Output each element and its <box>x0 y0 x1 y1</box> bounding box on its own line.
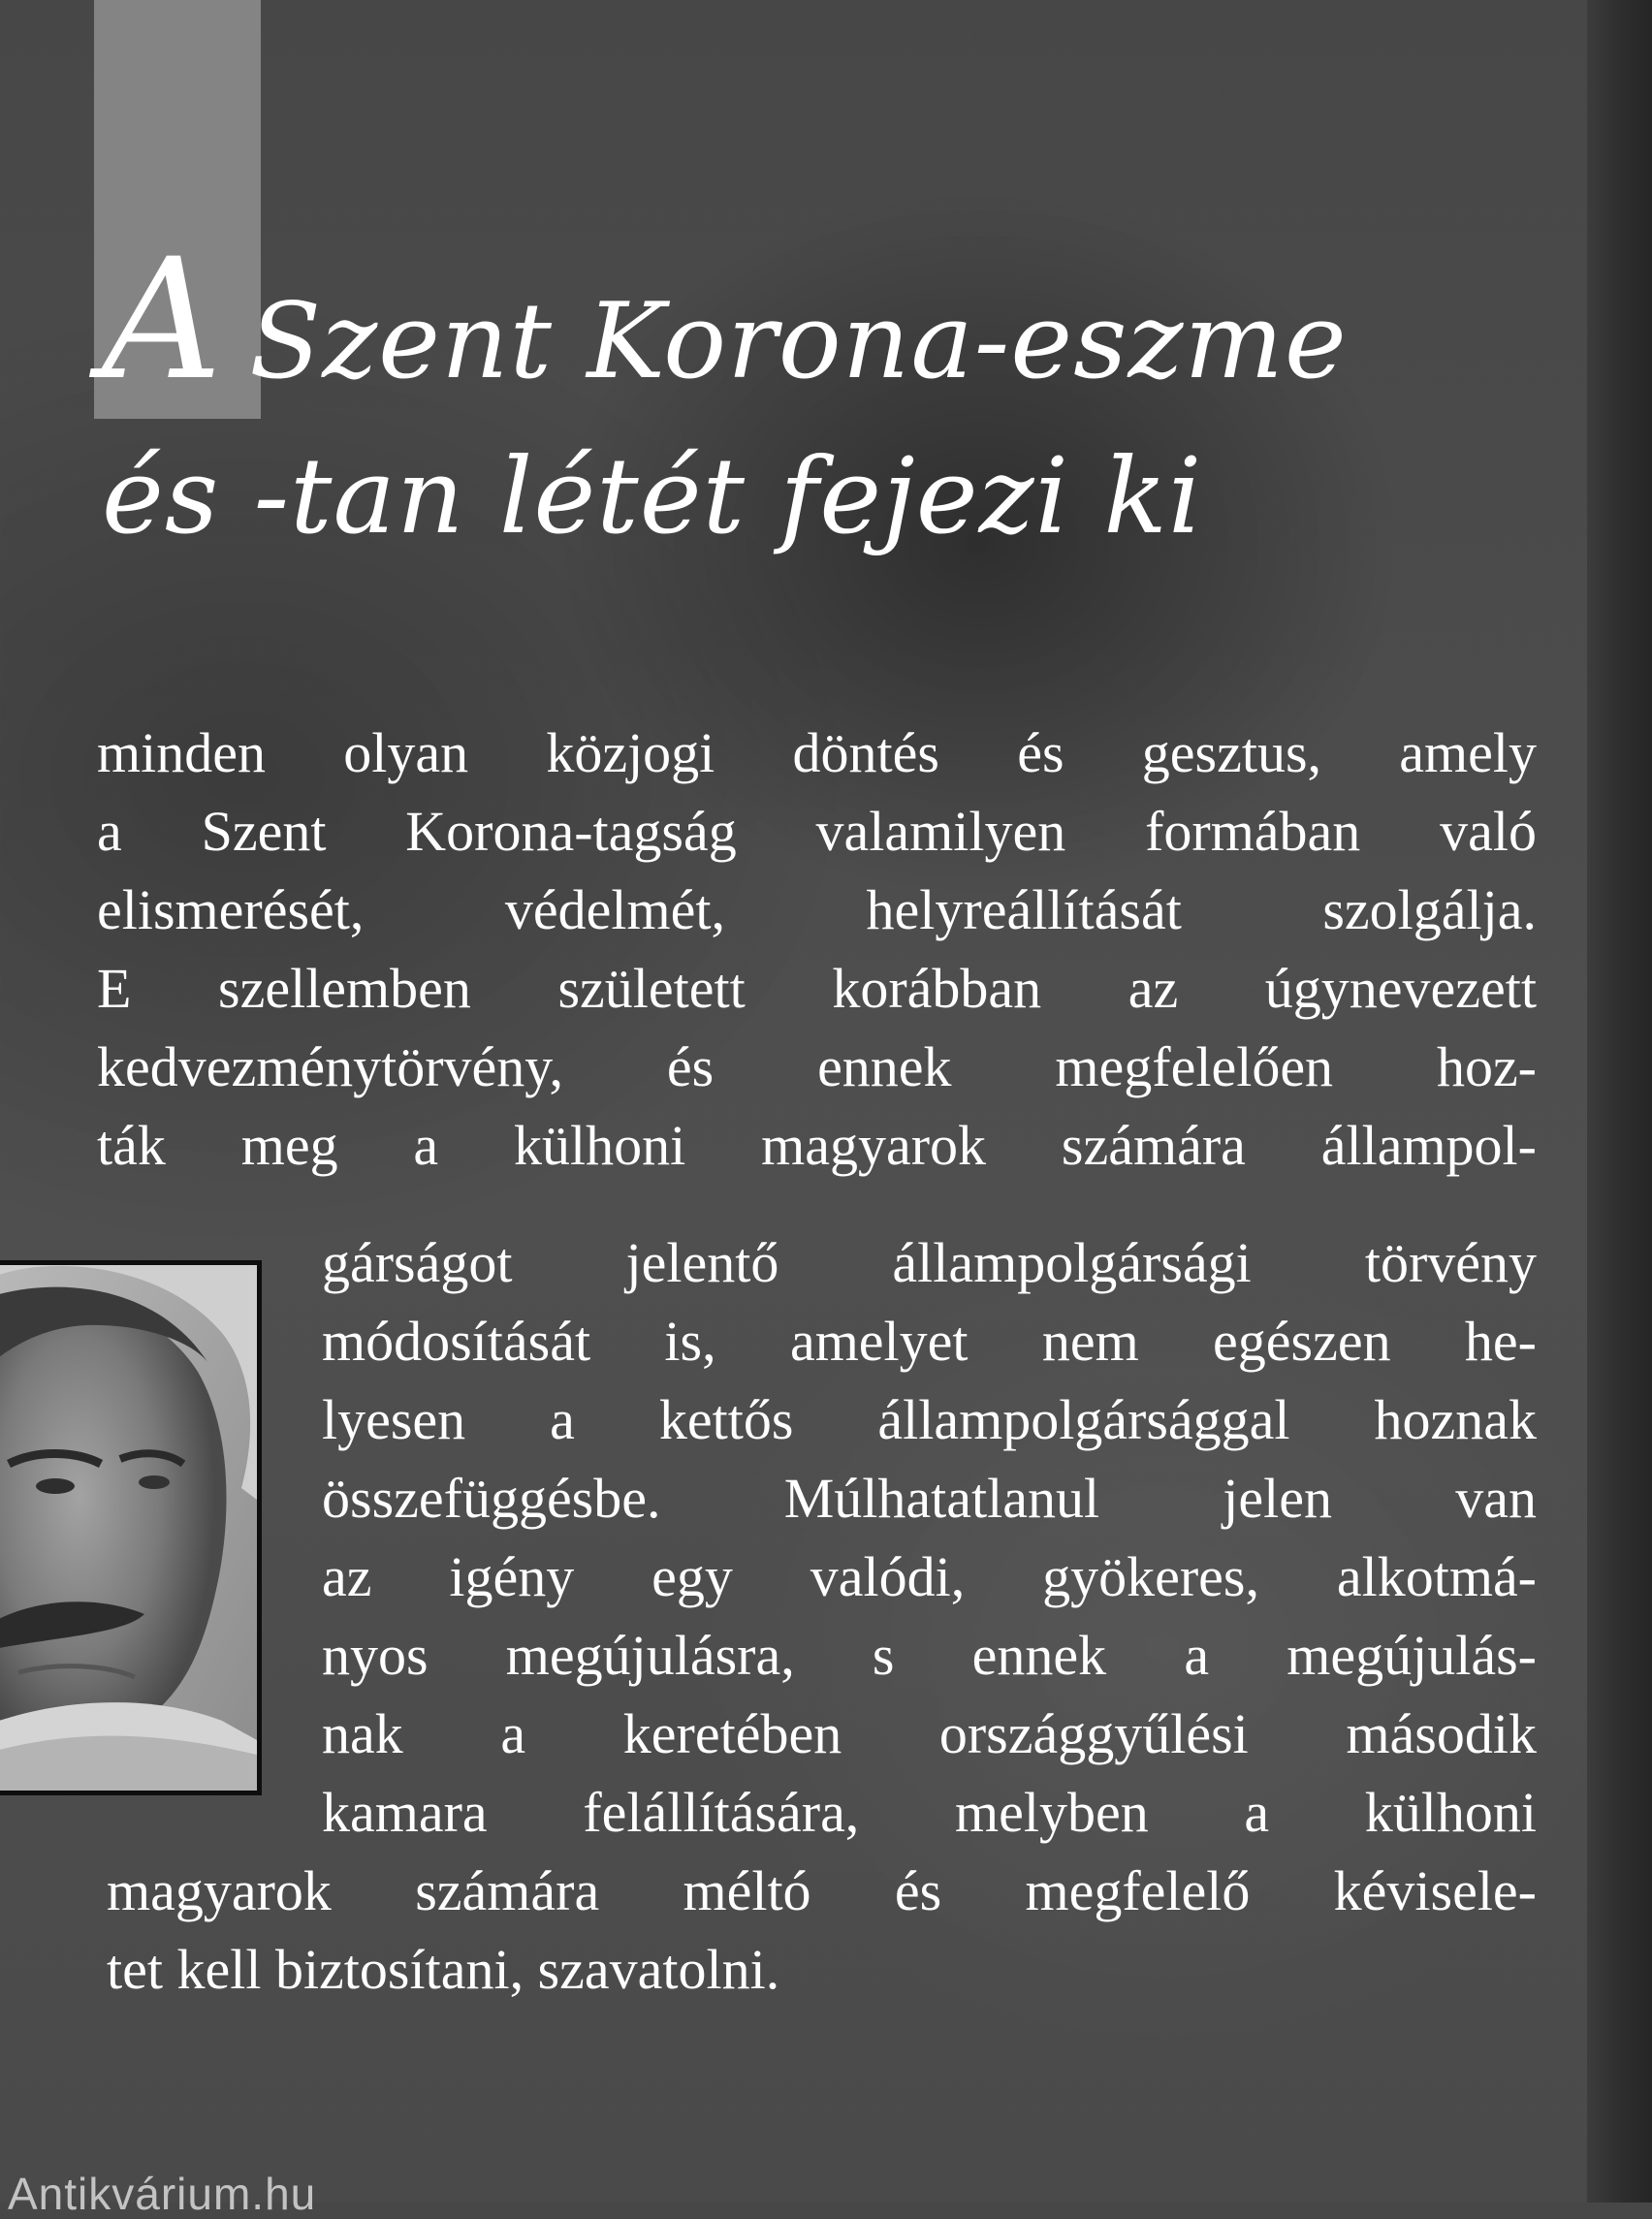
author-portrait-photo <box>0 1260 262 1795</box>
body-line: összefüggésbe. Múlhatatlanul jelen van <box>322 1467 1537 1530</box>
headline-drop-cap: A <box>102 222 223 417</box>
body-line: lyesen a kettős állampolgársággal hoznak <box>322 1388 1537 1451</box>
headline <box>102 222 1348 575</box>
body-line: kamara felállítására, melyben a külhoni <box>322 1781 1537 1844</box>
body-line: elismerését, védelmét, helyreállítását szolgálja. <box>97 878 1537 941</box>
headline-line-2: és -tan létét fejezi ki <box>102 436 1203 557</box>
body-line: tet kell biztosítani, szavatolni. <box>107 1938 780 2001</box>
body-line: magyarok számára méltó és megfelelő kéviselе- <box>107 1859 1537 1922</box>
body-line: kedvezménytörvény, és ennek megfelelően hoz- <box>97 1035 1537 1098</box>
body-paragraph-full-width <box>97 713 1537 1185</box>
headline-line-1: Szent Korona-eszme <box>249 281 1348 402</box>
watermark: Antikvárium.hu <box>8 2169 317 2219</box>
body-line: ták meg a külhoni magyarok számára állampol- <box>97 1114 1537 1177</box>
body-line: gárságot jelentő állampolgársági törvény <box>322 1231 1537 1294</box>
body-line: E szellemben született korábban az úgynevezett <box>97 957 1537 1020</box>
body-line: nak a keretében országgyűlési második <box>322 1702 1537 1765</box>
body-line: nyos megújulásra, s ennek a megújulás- <box>322 1624 1537 1687</box>
body-line: minden olyan közjogi döntés és gesztus, amely <box>97 721 1537 784</box>
body-paragraph-closing <box>107 1852 1537 2009</box>
body-line: a Szent Korona-tagság valamilyen formában való <box>97 800 1537 863</box>
body-line: az igény egy valódi, gyökeres, alkotmá- <box>322 1545 1537 1608</box>
body-line: módosítását is, amelyet nem egészen he- <box>322 1310 1537 1373</box>
body-paragraph-indented <box>322 1223 1537 1852</box>
book-spine-edge <box>1587 0 1652 2203</box>
